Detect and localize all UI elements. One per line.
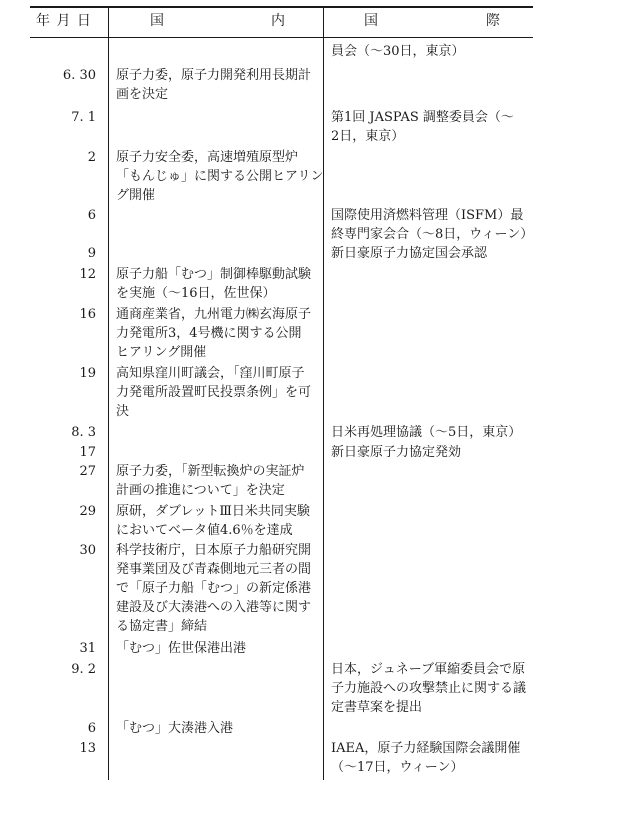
event-date: 31 [79, 641, 96, 656]
international-event: IAEA，原子力経験国際会議開催 （～17日，ウィーン） [331, 741, 521, 775]
event-date: 29 [79, 504, 96, 519]
event-date: 8. 3 [71, 425, 96, 440]
international-event: 日本，ジュネーブ軍縮委員会で原 子力施設への攻撃禁止に関する議 定書草案を提出 [331, 662, 527, 715]
domestic-event: 「むつ」佐世保港出港 [116, 641, 247, 656]
international-event: 日米再処理協議（～5日，東京） [331, 425, 522, 440]
domestic-event: 原子力委，「新型転換炉の実証炉 計画の推進について」を決定 [116, 464, 305, 498]
event-date: 27 [79, 464, 96, 479]
header-international-left: 国 [364, 13, 379, 29]
event-date: 6 [87, 208, 96, 223]
event-date: 7. 1 [71, 110, 96, 125]
column-divider-date [108, 7, 109, 780]
event-date: 9. 2 [71, 662, 96, 677]
domestic-event: 原研，ダブレットⅢ日米共同実験 においてベータ値4.6％を達成 [116, 504, 310, 538]
event-date: 12 [79, 267, 96, 282]
header-international-right: 際 [486, 13, 501, 29]
event-date: 30 [79, 543, 96, 558]
international-event: 新日豪原子力協定国会承認 [331, 246, 488, 261]
international-event: 国際使用済燃料管理（ISFM）最 終専門家会合（～8日，ウィーン） [331, 208, 534, 242]
domestic-event: 原子力委，原子力開発利用長期計 画を決定 [116, 68, 312, 102]
header-domestic-right: 内 [271, 13, 286, 29]
header-rule [30, 37, 533, 38]
event-date: 16 [79, 307, 96, 322]
domestic-event: 原子力船「むつ」制御棒駆動試験 を実施（～16日，佐世保） [116, 267, 312, 301]
event-date: 2 [87, 150, 96, 165]
domestic-event: 高知県窪川町議会，「窪川町原子 力発電所設置町民投票条例」を可 決 [116, 366, 312, 419]
event-date: 6 [87, 721, 96, 736]
event-date: 9 [87, 246, 96, 261]
event-date: 6. 30 [62, 68, 96, 83]
international-event: 第1回 JASPAS 調整委員会（～ 2日，東京） [331, 110, 514, 144]
international-event: 員会（～30日，東京） [331, 44, 465, 59]
event-date: 17 [79, 445, 96, 460]
event-date: 19 [79, 366, 96, 381]
header-domestic-left: 国 [150, 13, 165, 29]
domestic-event: 「むつ」大湊港入港 [116, 721, 234, 736]
domestic-event: 通商産業省，九州電力㈱玄海原子 力発電所3，4号機に関する公開 ヒアリング開催 [116, 307, 312, 360]
event-date: 13 [79, 741, 96, 756]
top-rule [30, 6, 533, 8]
international-event: 新日豪原子力協定発効 [331, 445, 462, 460]
header-date: 年 月 日 [36, 13, 92, 29]
domestic-event: 原子力安全委，高速増殖原型炉 「もんじゅ」に関する公開ヒアリン グ開催 [116, 150, 324, 203]
domestic-event: 科学技術庁，日本原子力船研究開 発事業団及び青森側地元三者の間 で「原子力船「むつ」の新定係港 建設及び大湊港への入港等に関す る協定書」締結 [116, 543, 312, 634]
